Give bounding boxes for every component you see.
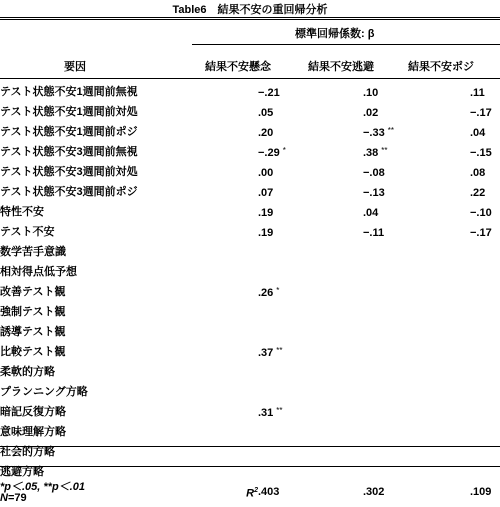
coefficient-cell: [363, 102, 470, 122]
coefficient-cell: [470, 102, 500, 122]
coefficient-value: −.10: [470, 207, 492, 219]
coefficient-cell: [363, 262, 470, 282]
coefficient-cell: [363, 302, 470, 322]
significance-mark: **: [387, 126, 394, 135]
table-row: [0, 122, 500, 142]
factor-column-header: 要因: [64, 61, 86, 73]
factor-label: テスト状態不安3週間前ポジ: [0, 186, 138, 198]
significance-mark: **: [276, 346, 283, 355]
factor-label: 誘導テスト観: [0, 326, 66, 338]
coefficient-cell: [363, 182, 470, 202]
coefficient-value: −.13: [363, 187, 385, 199]
coefficient-value: .00: [258, 167, 274, 179]
factor-label: テスト状態不安3週間前対処: [0, 166, 138, 178]
table-title: Table6 結果不安の重回帰分析: [172, 4, 328, 16]
coefficient-cell: [470, 262, 500, 282]
coefficient-cell: [470, 442, 500, 462]
coefficient-value: .10: [363, 87, 379, 99]
column-header-positive: 結果不安ポジ: [408, 61, 474, 73]
coefficient-cell: [363, 422, 470, 442]
factor-label: 数学苦手意識: [0, 246, 66, 258]
table-row: [0, 82, 500, 102]
factor-label: テスト状態不安3週間前無視: [0, 146, 138, 158]
coefficient-cell: [363, 202, 470, 222]
coefficient-cell: [363, 342, 470, 362]
table-row: [0, 322, 500, 342]
coefficient-cell: [363, 122, 470, 142]
factor-label: 意味理解方略: [0, 426, 66, 438]
coefficient-cell: [470, 382, 500, 402]
coefficient-cell: [258, 362, 363, 382]
factor-label: 社会的方略: [0, 446, 55, 458]
table-row: [0, 442, 500, 462]
factor-label: 暗記反復方略: [0, 406, 66, 418]
coefficient-cell: [258, 202, 363, 222]
coefficient-value: −.21: [258, 87, 280, 99]
table-row: [0, 182, 500, 202]
factor-label: 相対得点低予想: [0, 266, 77, 278]
table-row: [0, 302, 500, 322]
table-row: [0, 162, 500, 182]
coefficient-value: .11: [470, 87, 485, 99]
factor-label: プランニング方略: [0, 386, 88, 398]
coefficient-cell: [363, 242, 470, 262]
coefficient-value: .08: [470, 167, 486, 179]
r-squared-exponent: 2: [254, 487, 258, 494]
table-row: [0, 142, 500, 162]
coefficient-cell: [470, 82, 500, 102]
coefficient-cell: [258, 102, 363, 122]
coefficient-cell: [258, 242, 363, 262]
column-header-avoidance: 結果不安逃避: [308, 61, 374, 73]
header-rule: [0, 78, 500, 79]
coefficient-cell: [363, 322, 470, 342]
coefficient-cell: [470, 322, 500, 342]
significance-mark: *: [282, 146, 286, 155]
coefficient-cell: [258, 282, 363, 302]
top-rule: [0, 17, 500, 20]
coefficient-cell: [363, 222, 470, 242]
coefficient-cell: [470, 362, 500, 382]
coefficient-value: .38: [363, 147, 379, 159]
significance-note: *p＜.05, **p＜.01: [0, 481, 85, 493]
coefficient-value: −.29: [258, 147, 280, 159]
coefficient-cell: [258, 262, 363, 282]
sample-size-note: N=79: [0, 492, 27, 504]
coefficient-cell: [470, 142, 500, 162]
table-row: [0, 102, 500, 122]
significance-mark: **: [381, 146, 388, 155]
factor-label: テスト状態不安1週間前ポジ: [0, 126, 138, 138]
coefficient-value: .05: [258, 107, 274, 119]
regression-table: [0, 82, 500, 503]
coefficient-value: .19: [258, 207, 274, 219]
coefficient-cell: [470, 282, 500, 302]
r-squared-value: .302: [363, 486, 385, 499]
coefficient-cell: [470, 222, 500, 242]
coefficient-cell: [470, 242, 500, 262]
column-header-concern: 結果不安懸念: [205, 61, 271, 73]
coefficient-cell: [470, 182, 500, 202]
coefficient-cell: [363, 162, 470, 182]
coefficient-value: .02: [363, 107, 379, 119]
coefficient-group-header: 標準回帰係数: β: [295, 28, 375, 40]
coefficient-cell: [258, 442, 363, 462]
table-row: [0, 342, 500, 362]
coefficient-value: −.33: [363, 127, 385, 139]
factor-label: テスト不安: [0, 226, 55, 238]
coefficient-value: −.08: [363, 167, 385, 179]
coefficient-cell: [470, 122, 500, 142]
coefficient-cell: [258, 182, 363, 202]
r2-top-rule: [0, 446, 500, 447]
coefficient-cell: [470, 462, 500, 482]
coefficient-cell: [258, 142, 363, 162]
factor-label: 特性不安: [0, 206, 44, 218]
table-row: [0, 402, 500, 422]
coefficient-value: .07: [258, 187, 274, 199]
significance-mark: **: [276, 406, 283, 415]
coefficient-cell: [258, 122, 363, 142]
coefficient-value: .31: [258, 407, 274, 419]
coefficient-cell: [470, 302, 500, 322]
coefficient-value: .26: [258, 287, 274, 299]
coefficient-value: −.17: [470, 107, 492, 119]
coefficient-cell: [258, 422, 363, 442]
coefficient-cell: [258, 382, 363, 402]
coefficient-value: .04: [363, 207, 379, 219]
factor-label: 比較テスト観: [0, 346, 66, 358]
coefficient-cell: [258, 402, 363, 422]
coefficient-cell: [470, 422, 500, 442]
coefficient-value: .19: [258, 227, 274, 239]
coefficient-cell: [470, 162, 500, 182]
coefficient-cell: [258, 222, 363, 242]
coefficient-cell: [470, 342, 500, 362]
factor-label: テスト状態不安1週間前無視: [0, 86, 138, 98]
coefficient-cell: [363, 282, 470, 302]
coefficient-cell: [363, 382, 470, 402]
coefficient-cell: [258, 162, 363, 182]
r-squared-value: .109: [470, 486, 492, 499]
coefficient-cell: [363, 82, 470, 102]
coefficient-cell: [363, 462, 470, 482]
factor-label: 改善テスト観: [0, 286, 66, 298]
r-squared-letter: R: [246, 487, 255, 500]
coefficient-value: .20: [258, 127, 274, 139]
table-row: [0, 242, 500, 262]
factor-label: 逃避方略: [0, 466, 44, 478]
bottom-rule: [0, 466, 500, 467]
coefficient-value: .37: [258, 347, 274, 359]
coefficient-value: −.11: [363, 227, 385, 239]
regression-table-body: [0, 82, 500, 503]
significance-mark: *: [276, 286, 280, 295]
group-underline: [192, 44, 500, 45]
r-squared-value: .403: [258, 486, 280, 499]
coefficient-cell: [363, 362, 470, 382]
coefficient-cell: [258, 322, 363, 342]
table-row: [0, 282, 500, 302]
coefficient-cell: [258, 342, 363, 362]
table-row: [0, 382, 500, 402]
factor-label: テスト状態不安1週間前対処: [0, 106, 138, 118]
coefficient-value: −.15: [470, 147, 492, 159]
coefficient-value: −.17: [470, 227, 492, 239]
factor-label: 強制テスト観: [0, 306, 66, 318]
table-row: [0, 262, 500, 282]
coefficient-cell: [470, 202, 500, 222]
coefficient-value: .22: [470, 187, 486, 199]
table-row: [0, 222, 500, 242]
coefficient-cell: [363, 442, 470, 462]
table-row: [0, 202, 500, 222]
table-row: [0, 362, 500, 382]
factor-label: 柔軟的方略: [0, 366, 55, 378]
coefficient-value: .04: [470, 127, 486, 139]
table-row: [0, 422, 500, 442]
coefficient-cell: [363, 402, 470, 422]
coefficient-cell: [363, 142, 470, 162]
coefficient-cell: [258, 82, 363, 102]
coefficient-cell: [258, 462, 363, 482]
coefficient-cell: [470, 402, 500, 422]
coefficient-cell: [258, 302, 363, 322]
